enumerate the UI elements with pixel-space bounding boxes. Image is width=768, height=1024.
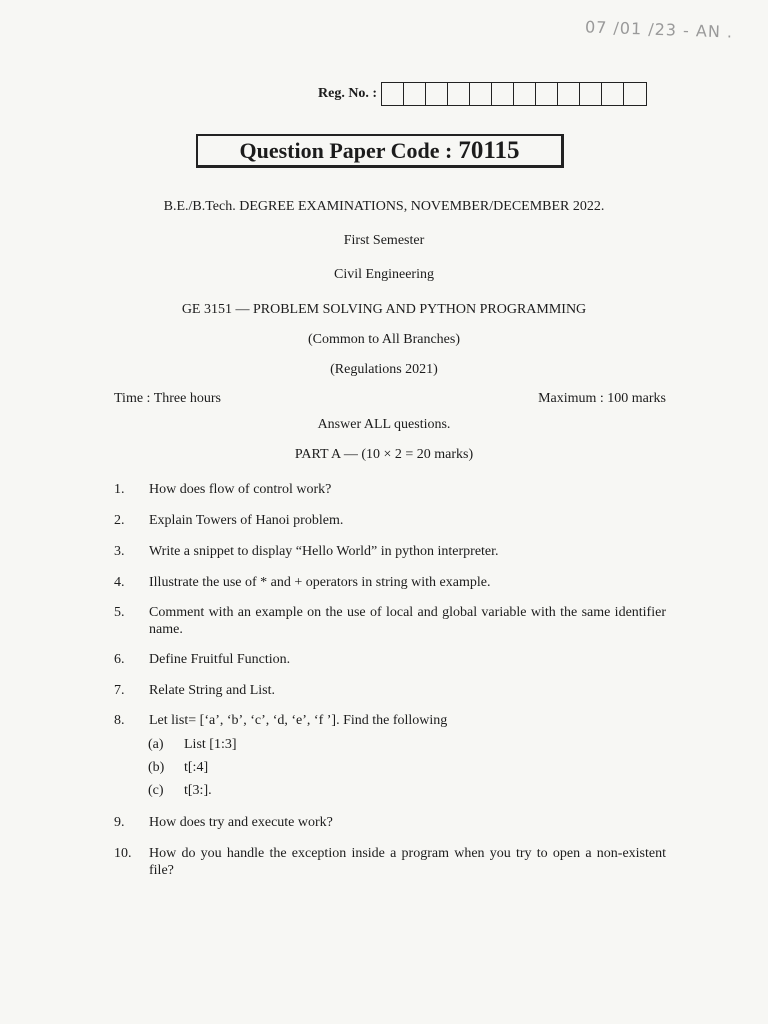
- question-5: [114, 604, 666, 638]
- question-text: How do you handle the exception inside a program when you try to open a non-existent file?: [149, 846, 666, 878]
- reg-number-box[interactable]: [492, 83, 514, 105]
- question-number: 4.: [114, 575, 125, 590]
- question-4: [114, 574, 666, 591]
- question-number: 1.: [114, 482, 125, 497]
- course-title: GE 3151 — PROBLEM SOLVING AND PYTHON PROGRAMMING: [181, 302, 587, 317]
- sub-label: (c): [148, 783, 164, 798]
- question-text: Illustrate the use of * and + operators in string with example.: [149, 575, 491, 590]
- time-allowed: Time : Three hours: [114, 391, 221, 406]
- question-text: How does try and execute work?: [149, 815, 333, 830]
- question-paper-code-box: [196, 134, 564, 168]
- reg-number-box[interactable]: [536, 83, 558, 105]
- exam-title: B.E./B.Tech. DEGREE EXAMINATIONS, NOVEMBER/DECEMBER 2022.: [163, 199, 605, 214]
- handwritten-date-annotation: 07 /01 /23 - AN .: [584, 17, 734, 42]
- instruction: Answer ALL questions.: [317, 417, 451, 432]
- question-number: 5.: [114, 605, 125, 620]
- question-number: 3.: [114, 544, 125, 559]
- question-text: Write a snippet to display “Hello World” in python interpreter.: [149, 544, 499, 559]
- question-8-part-a: [148, 737, 237, 753]
- sub-text: t[:4]: [184, 760, 209, 775]
- reg-number-box[interactable]: [470, 83, 492, 105]
- question-number: 10.: [114, 846, 132, 861]
- question-text: Explain Towers of Hanoi problem.: [149, 513, 344, 528]
- question-2: [114, 512, 666, 529]
- reg-number-boxes[interactable]: [381, 82, 647, 106]
- common-to-all-branches: (Common to All Branches): [307, 332, 461, 347]
- reg-number-box[interactable]: [514, 83, 536, 105]
- question-number: 2.: [114, 513, 125, 528]
- reg-number-box[interactable]: [624, 83, 646, 105]
- sub-text: List [1:3]: [184, 737, 237, 752]
- question-paper-code-label: Question Paper Code :: [239, 137, 453, 163]
- question-text: Let list= [‘a’, ‘b’, ‘c’, ‘d, ‘e’, ‘f ’]. Find the following: [149, 713, 448, 728]
- reg-number-label: Reg. No. :: [318, 86, 378, 101]
- question-3: [114, 543, 666, 560]
- reg-number-box[interactable]: [602, 83, 624, 105]
- question-8: [114, 712, 666, 729]
- question-1: [114, 481, 666, 498]
- maximum-marks: Maximum : 100 marks: [538, 391, 666, 406]
- department: Civil Engineering: [334, 267, 434, 282]
- question-text: Define Fruitful Function.: [149, 652, 291, 667]
- question-number: 8.: [114, 713, 125, 728]
- part-a-heading: PART A — (10 × 2 = 20 marks): [294, 447, 474, 462]
- reg-number-box[interactable]: [448, 83, 470, 105]
- question-8-part-b: [148, 760, 208, 776]
- question-number: 6.: [114, 652, 125, 667]
- reg-number-box[interactable]: [404, 83, 426, 105]
- sub-label: (b): [148, 760, 165, 775]
- question-9: [114, 814, 666, 831]
- reg-number-field: [318, 82, 647, 106]
- question-number: 7.: [114, 683, 125, 698]
- question-text: How does flow of control work?: [149, 482, 332, 497]
- reg-number-box[interactable]: [426, 83, 448, 105]
- question-text: Relate String and List.: [149, 683, 275, 698]
- sub-text: t[3:].: [184, 783, 212, 798]
- regulations: (Regulations 2021): [330, 362, 438, 377]
- reg-number-box[interactable]: [580, 83, 602, 105]
- semester: First Semester: [343, 233, 425, 248]
- question-7: [114, 682, 666, 699]
- reg-number-box[interactable]: [382, 83, 404, 105]
- sub-label: (a): [148, 737, 164, 752]
- reg-number-box[interactable]: [558, 83, 580, 105]
- question-6: [114, 651, 666, 668]
- question-8-part-c: [148, 783, 212, 799]
- question-paper-code-number: 70115: [458, 136, 520, 164]
- question-10: [114, 845, 666, 879]
- question-text: Comment with an example on the use of local and global variable with the same identifier name.: [149, 605, 666, 637]
- question-number: 9.: [114, 815, 125, 830]
